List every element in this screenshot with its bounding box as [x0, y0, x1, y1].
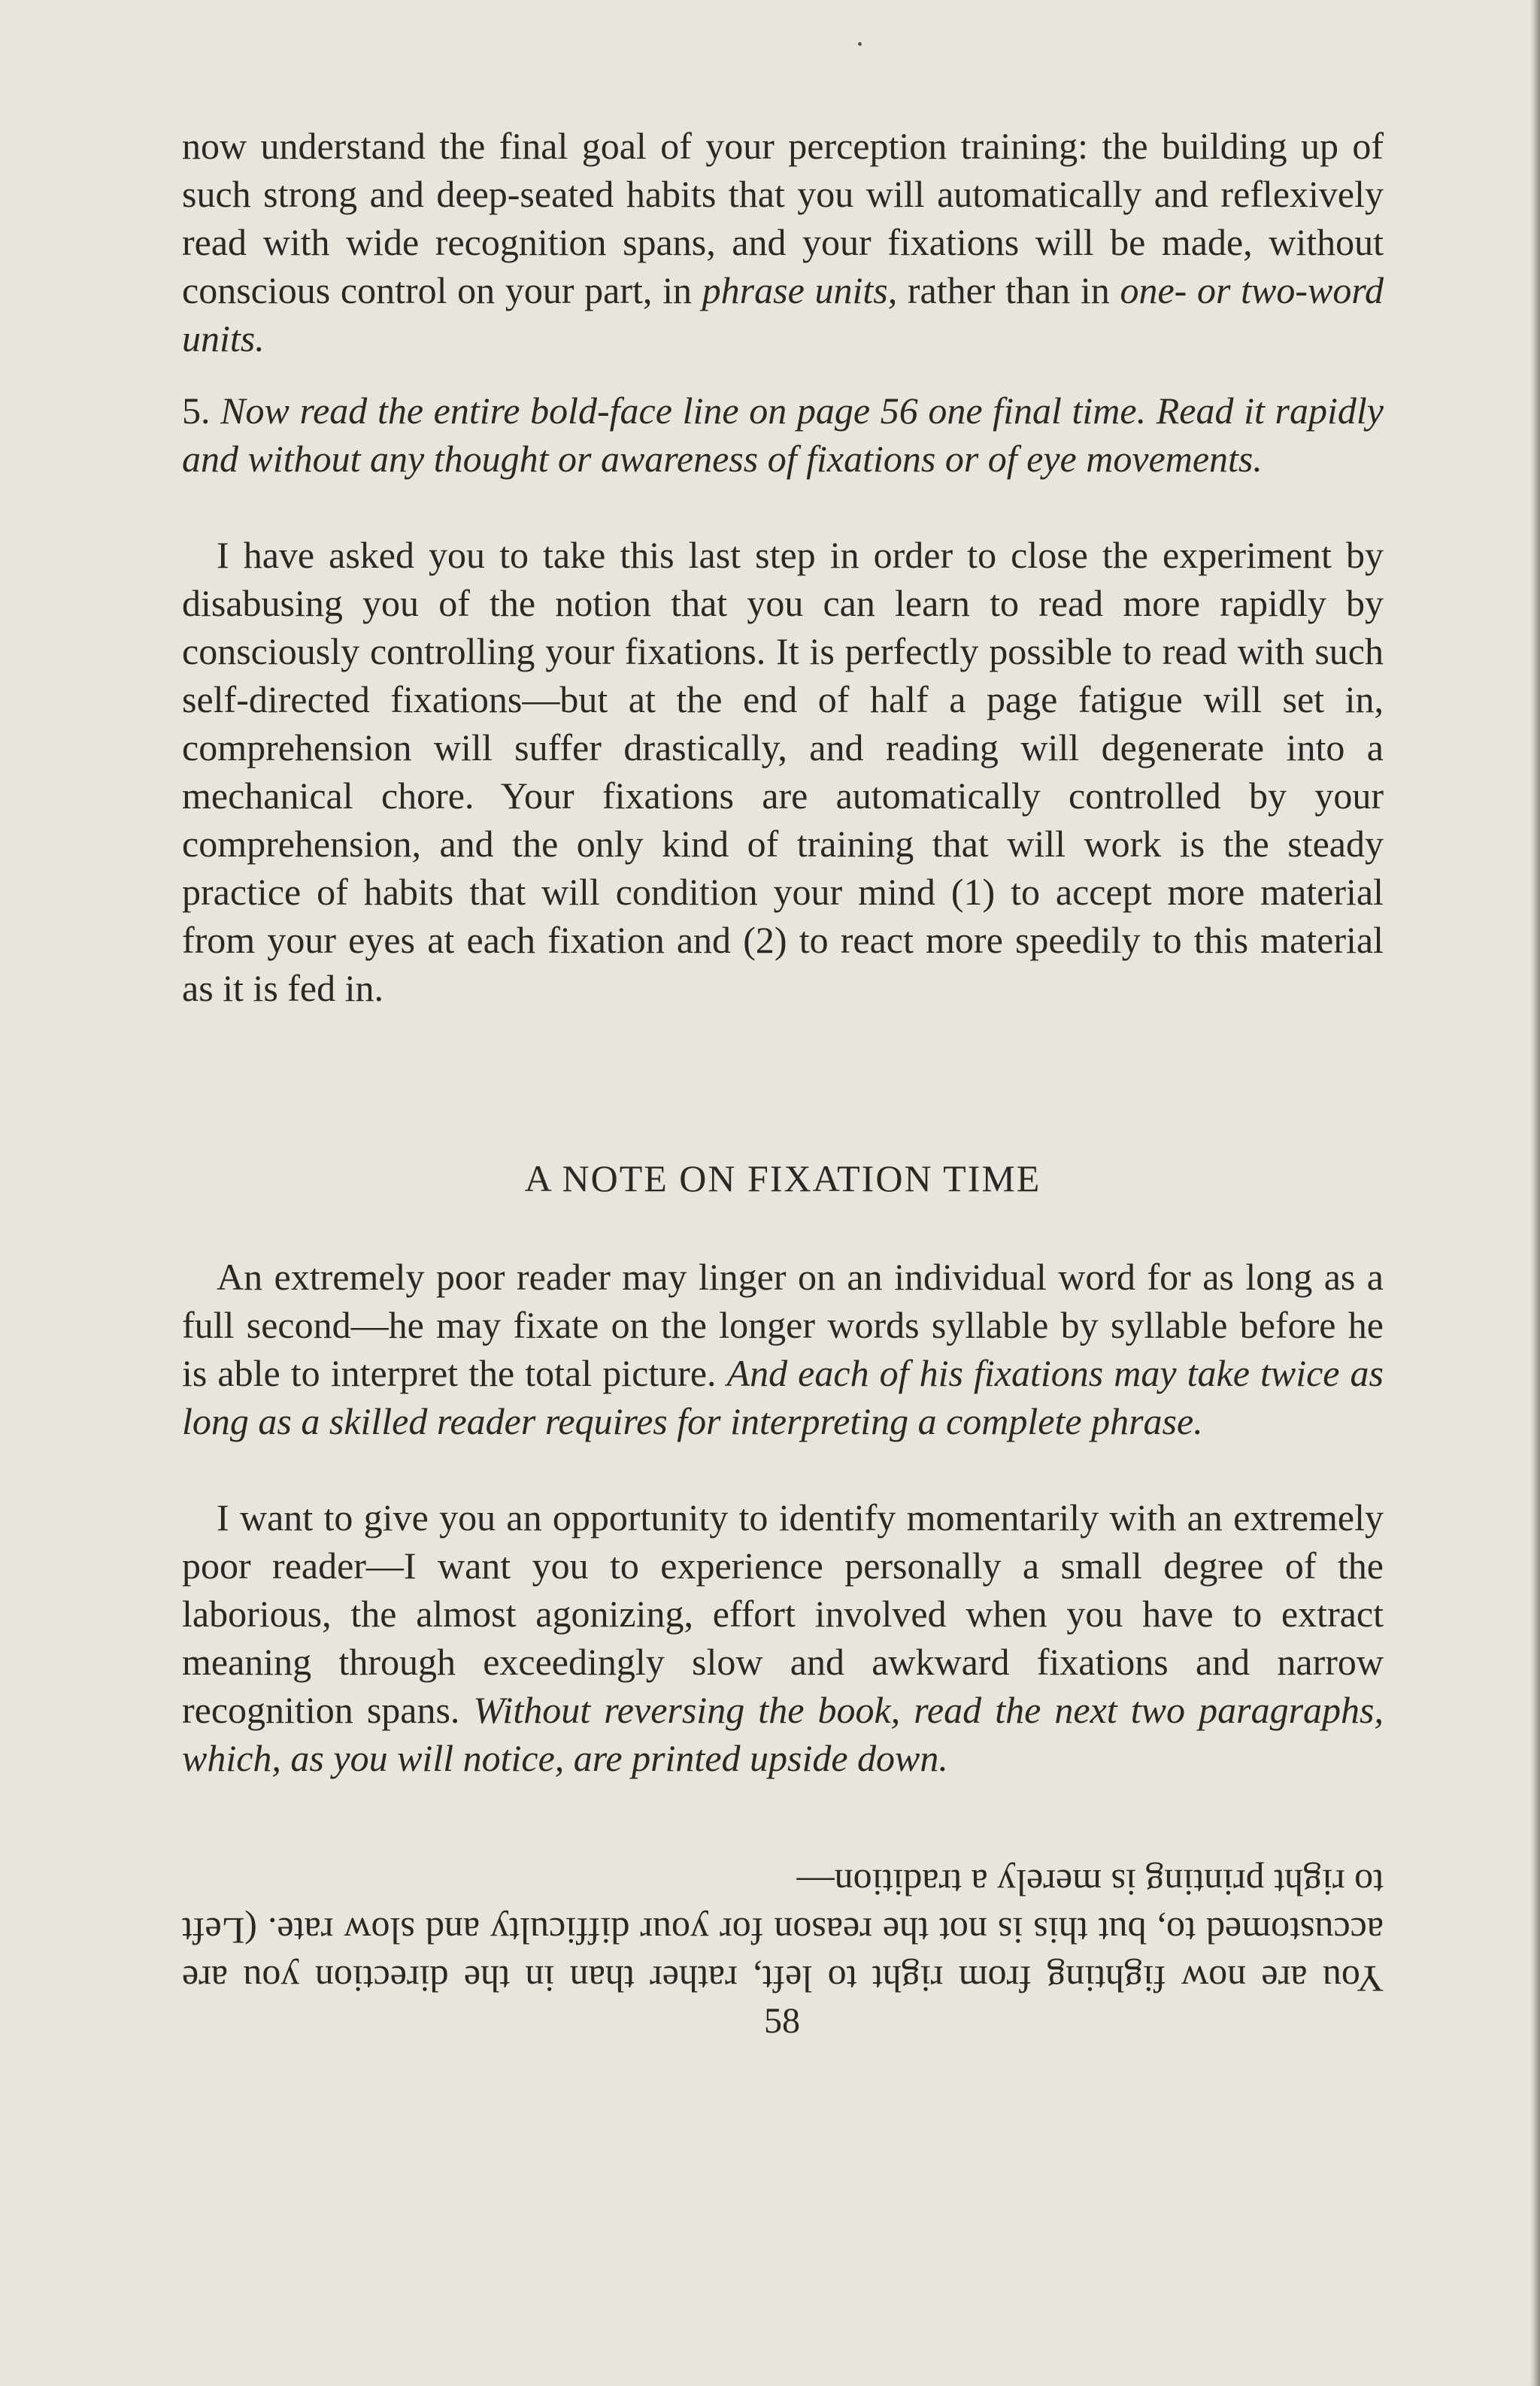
exercise-intro-text: I want to give you an opportunity to identify momentarily with an extremely poor reader—I want you to experience personally a small degree of the laborious, the almost agonizing, effort involved when you have to extract meaning through exceedingly slow and awkward fixations and narrow recognition spans.: [182, 1496, 1384, 1731]
poor-reader-paragraph: [182, 1253, 1384, 1445]
upside-down-paragraph: You are now fighting from right to left, rather than in the direction you are accustomed to, but this is not the reason for your difficulty and slow rate. (Left to right printing is merely a tradition—: [182, 1862, 1384, 2000]
emphasis-phrase-units: phrase units,: [702, 269, 898, 311]
step-five-text: Now read the entire bold-face line on page 56 one final time. Read it rapidly and without any thought or awareness of fixations or of eye movements.: [182, 390, 1384, 480]
opening-paragraph-text: now understand the final goal of your perception training: the building up of such strong and deep-seated habits that you will automatically and reflexively read with wide recognition spans, and your fixations will be made, without conscious control on your part, in: [182, 125, 1384, 311]
ink-speck: [858, 42, 862, 46]
exercise-intro-paragraph: [182, 1493, 1384, 1782]
explanation-paragraph: I have asked you to take this last step in order to close the experiment by disabusing you of the notion that you can learn to read more rapidly by consciously controlling your fixations. It is perfectly possible to read with such self-directed fixations—but at the end of half a page fatigue will set in, comprehension will suffer drastically, and reading will degenerate into a mechanical chore. Your fixations are automatically controlled by your comprehension, and the only kind of training that will work is the steady practice of habits that will condition your mind (1) to accept more material from your eyes at each fixation and (2) to react more speedily to this material as it is fed in.: [182, 534, 1384, 1009]
step-five-number: 5.: [182, 390, 221, 432]
opening-paragraph: [182, 122, 1384, 362]
exercise-intro-emphasis: Without reversing the book, read the next two paragraphs, which, as you will notice, are printed upside down.: [182, 1689, 1384, 1779]
emphasis-word-units: one- or two-word units.: [182, 269, 1384, 359]
poor-reader-emphasis: And each of his fixations may take twice as long as a skilled reader requires for interpreting a complete phrase.: [182, 1352, 1384, 1442]
opening-paragraph-mid: rather than in: [897, 269, 1120, 311]
section-heading: A NOTE ON FIXATION TIME: [524, 1157, 1041, 1199]
page-number: 58: [764, 2001, 800, 2041]
poor-reader-text: An extremely poor reader may linger on an individual word for as long as a full second—he may fixate on the longer words syllable by syllable before he is able to interpret the total picture.: [182, 1256, 1384, 1394]
step-five-instruction: [182, 387, 1384, 483]
page-edge-shadow: [1529, 0, 1540, 2386]
